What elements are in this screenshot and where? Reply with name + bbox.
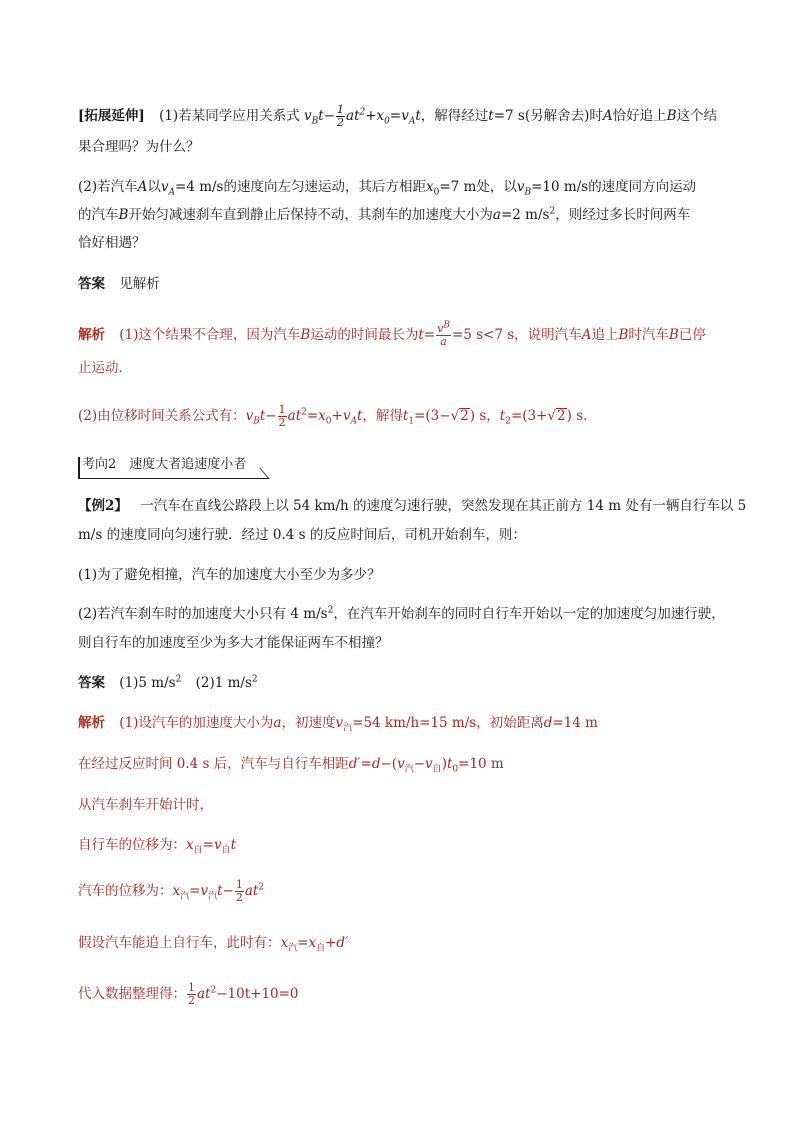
- q1-text: (1)若某同学应用关系式: [159, 108, 300, 124]
- example-2-line-1: [78, 496, 746, 516]
- answer-1-text: 见解析: [119, 276, 160, 292]
- solution-2-line-2: 在经过反应时间 0.4 s 后，汽车与自行车相距$d'=d-(v_汽-v_自)t_0=10$ m: [78, 756, 504, 775]
- sol2-j: 代入数据整理得：: [78, 986, 186, 1002]
- q2-text-a: (2)若汽车: [78, 179, 138, 195]
- q1-text-c: (另解舍去)时: [524, 108, 603, 124]
- example-2-line-2: m/s 的速度同向匀速行驶．经过 0.4 s 的反应时间后，司机开始刹车，则：: [78, 527, 526, 543]
- sol2-c: =54 km/h=15 m/s，初始距离: [352, 715, 544, 731]
- answer-2-part-2: (2)1 m/s: [195, 675, 252, 691]
- sol1-c: =5 s<7 s，说明汽车: [451, 327, 582, 343]
- q2-line-1: (2)若汽车A以$v_A=4$ m/s的速度向左匀速运动，其后方相距$x_0=7$ m处，以$v_B=10$ m/s的速度同方向运动: [78, 179, 697, 198]
- sol1-i: ，: [486, 408, 500, 424]
- sol2-b: ，初速度: [281, 715, 336, 731]
- example-2-q2-b: ，在汽车开始刹车的同时自行车开始以一定的加速度匀加速行驶，: [333, 606, 725, 622]
- sol1-f: 已停: [678, 327, 706, 343]
- solution-1-line-3: (2)由位移时间关系公式有：$v_Bt-$ $\frac{1}{2}$ $at^2=x_0+v_At$，解得$t_1=(3-√2)$ s，$t_2=(3+√2)$ s.: [78, 403, 588, 429]
- q1-text-e: 这个结: [676, 108, 718, 124]
- example-2-q2-a: (2)若汽车刹车时的加速度大小只有 4 m/s: [78, 606, 328, 622]
- q2-line-3: 恰好相遇？: [78, 235, 146, 251]
- solution-2-line-1: 解析 (1)设汽车的加速度大小为a，初速度$v_汽=54$ km/h=15 m/s，初始距离d=14 m: [78, 715, 598, 734]
- q2-text-g: 开始匀减速刹车直到静止后保持不动，其刹车的加速度大小为: [128, 207, 493, 223]
- solution-2-line-3: 从汽车刹车开始计时，: [78, 797, 213, 813]
- sol1-b: 运动的时间最长为: [310, 327, 419, 343]
- sol2-f: =10 m: [458, 756, 504, 772]
- solution-2-line-7: 代入数据整理得： $\frac{1}{2}$ $at^2-10t+10=0$: [78, 981, 299, 1007]
- q2-text-b: 以: [147, 179, 161, 195]
- solution-2-line-6: 假设汽车能追上自行车，此时有：$x_汽=x_自+d'$: [78, 935, 349, 954]
- sol2-a: (1)设汽车的加速度大小为: [119, 715, 274, 731]
- q2-text-h: ，则经过多长时间两车: [555, 207, 691, 223]
- solution-1-line-2: 止运动．: [78, 360, 132, 376]
- answer-2-part-1: (1)5 m/s: [119, 675, 176, 691]
- solution-2-line-4: 自行车的位移为：$x_自=v_自t$: [78, 837, 237, 856]
- q2-text-f: 的汽车: [78, 207, 119, 223]
- sol2-k: −10t+10=0: [216, 986, 299, 1002]
- section-tag: [78, 454, 264, 479]
- tag-text: 考向2 速度大者追速度小者: [82, 457, 247, 472]
- sol2-d: =14 m: [552, 715, 598, 731]
- sol2-e: 在经过反应时间 0.4 s 后，汽车与自行车相距: [78, 756, 349, 772]
- solution-2-line-5: 汽车的位移为：$x_汽=v_汽t-$ $\frac{1}{2}$ $at^2$: [78, 878, 265, 904]
- answer-1: [78, 274, 160, 294]
- example-2-question-2-line-2: 则自行车的加速度至少为多大才能保证两车不相撞？: [78, 635, 389, 651]
- solution-2-label: 解析: [78, 715, 105, 731]
- solution-1-line-1: 解析 (1)这个结果不合理，因为汽车B运动的时间最长为t= $\frac{v^B}{a}$ =5 s<7 s，说明汽车A追上B时汽车B已停: [78, 320, 706, 348]
- sol2-i: 假设汽车能追上自行车，此时有：: [78, 935, 281, 951]
- sol1-a: (1)这个结果不合理，因为汽车: [119, 327, 301, 343]
- q1-line-2: 果合理吗？为什么？: [78, 139, 200, 155]
- extension-question-1: [拓展延伸] (1)若某同学应用关系式 $v_Bt-$ $\frac{1}{2}$ $at^2+x_0=v_At$，解得经过t=7 s(另解舍去)时A恰好追上B这个结: [78, 103, 718, 129]
- answer-2: 答案 (1)5 $m/s^2$ (2)1 $m/s^2$: [78, 674, 258, 691]
- q2-text-d: 处，以: [476, 179, 517, 195]
- q2-text-e: 的速度同方向运动: [588, 179, 697, 195]
- answer-1-label: 答案: [78, 276, 105, 292]
- q2-line-2: 的汽车B开始匀减速刹车直到静止后保持不动，其刹车的加速度大小为a=2 $m/s^2$，则经过多长时间两车: [78, 206, 691, 223]
- q1-formula: $v_Bt-$ $\frac{1}{2}$ $at^2+x_0=v_At$: [304, 103, 421, 129]
- sol1-h: ，解得: [362, 408, 403, 424]
- sol2-h: 汽车的位移为：: [78, 883, 173, 899]
- q2-text-c: 的速度向左匀速运动，其后方相距: [223, 179, 426, 195]
- sol1-g: (2)由位移时间关系公式有：: [78, 408, 246, 424]
- example-2-question-2: (2)若汽车刹车时的加速度大小只有 4 $m/s^2$，在汽车开始刹车的同时自行车开始以一定的加速度匀加速行驶，: [78, 605, 725, 622]
- example-2-question-1: (1)为了避免相撞，汽车的加速度大小至少为多少？: [78, 567, 381, 583]
- tag-bar: [78, 457, 80, 478]
- sol1-d: 追上: [591, 327, 619, 343]
- extension-label: [拓展延伸]: [78, 108, 145, 124]
- example-2-label: 【例2】: [78, 498, 128, 514]
- q1-text-d: 恰好追上: [612, 108, 667, 124]
- q1-text-b: ，解得经过: [420, 108, 489, 124]
- tag-corner: [249, 468, 269, 479]
- solution-1-label: 解析: [78, 327, 105, 343]
- example-2-text: 一汽车在直线公路段上以 54 km/h 的速度匀速行驶，突然发现在其正前方 14 m 处有一辆自行车以 5: [140, 498, 747, 514]
- sol1-e: 时汽车: [628, 327, 669, 343]
- answer-2-label: 答案: [78, 675, 105, 691]
- sol2-g: 自行车的位移为：: [78, 837, 186, 853]
